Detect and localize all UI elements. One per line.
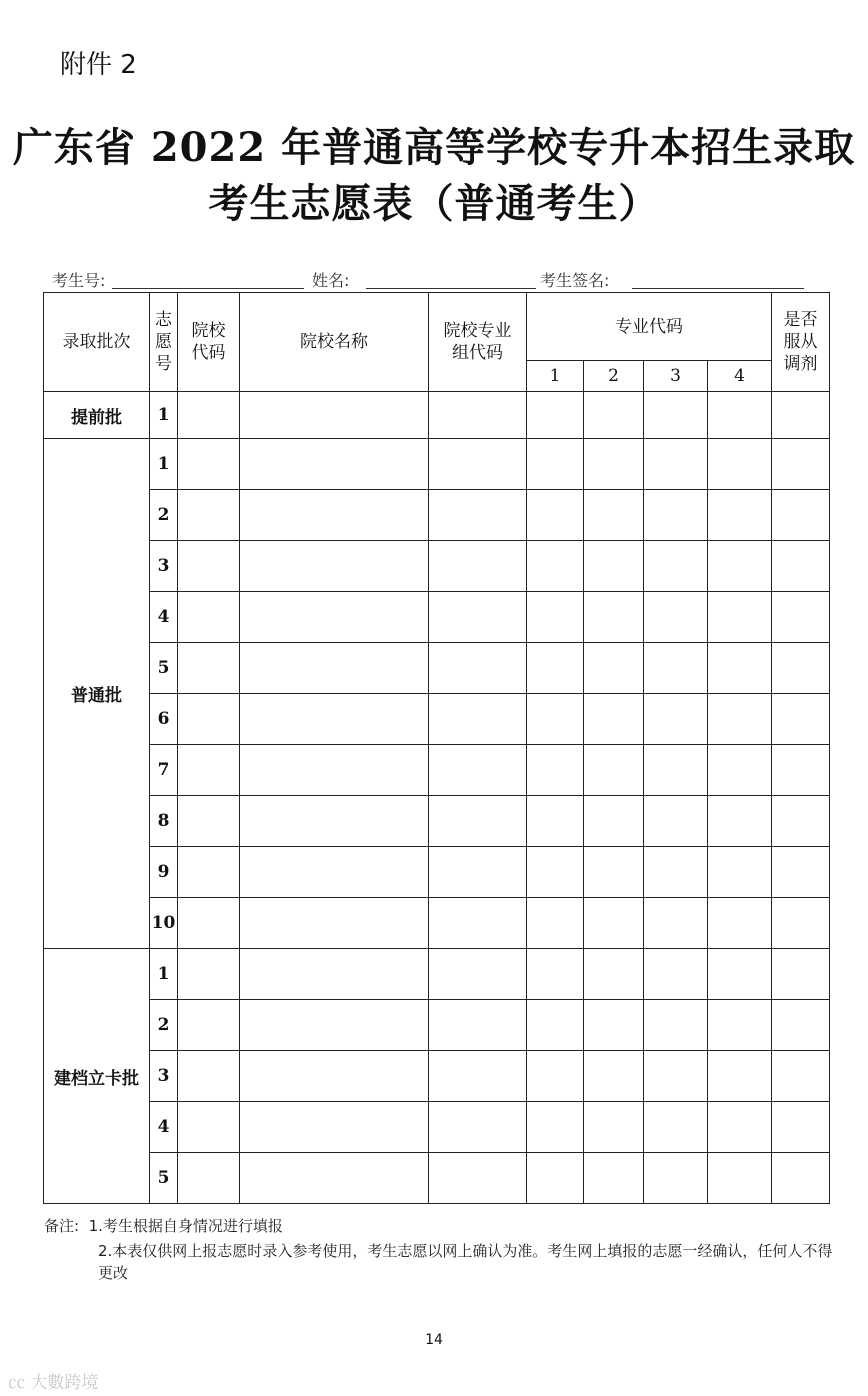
adjust-cell[interactable]: [772, 949, 830, 1000]
adjust-cell[interactable]: [772, 439, 830, 490]
major-code-3-cell[interactable]: [644, 643, 708, 694]
header-group-code: 院校专业 组代码: [429, 293, 527, 392]
major-code-1-cell[interactable]: [527, 439, 584, 490]
major-code-1-cell[interactable]: [527, 541, 584, 592]
major-code-4-cell[interactable]: [708, 490, 772, 541]
remarks-item2: 2.本表仅供网上报志愿时录入参考使用，考生志愿以网上确认为准。考生网上填报的志愿一经确认，任何人不得更改: [98, 1242, 833, 1282]
major-code-4-cell[interactable]: [708, 1000, 772, 1051]
major-code-1-cell[interactable]: [527, 1051, 584, 1102]
wish-number: 3: [150, 1051, 178, 1102]
major-code-2-cell[interactable]: [584, 949, 644, 1000]
batch-cell: 建档立卡批: [44, 949, 150, 1204]
major-code-4-cell[interactable]: [708, 694, 772, 745]
header-major-4: 4: [708, 361, 772, 392]
major-code-4-cell[interactable]: [708, 949, 772, 1000]
major-code-1-cell[interactable]: [527, 643, 584, 694]
adjust-cell[interactable]: [772, 1000, 830, 1051]
school-code-cell[interactable]: [178, 490, 240, 541]
major-code-4-cell[interactable]: [708, 592, 772, 643]
group-code-cell[interactable]: [429, 745, 527, 796]
batch-cell: 提前批: [44, 392, 150, 439]
remarks-label: 备注:: [44, 1217, 80, 1235]
adjust-cell[interactable]: [772, 1102, 830, 1153]
major-code-2-cell[interactable]: [584, 643, 644, 694]
header-adjust: 是否 服从 调剂: [772, 293, 830, 392]
school-name-cell[interactable]: [240, 847, 429, 898]
major-code-3-cell[interactable]: [644, 1051, 708, 1102]
major-code-2-cell[interactable]: [584, 898, 644, 949]
school-name-cell[interactable]: [240, 1153, 429, 1204]
school-code-cell[interactable]: [178, 949, 240, 1000]
school-code-cell[interactable]: [178, 694, 240, 745]
major-code-4-cell[interactable]: [708, 1051, 772, 1102]
major-code-1-cell[interactable]: [527, 949, 584, 1000]
candidate-no-line[interactable]: [112, 288, 304, 289]
table-row: [44, 745, 830, 796]
major-code-4-cell[interactable]: [708, 898, 772, 949]
group-code-cell[interactable]: [429, 949, 527, 1000]
major-code-4-cell[interactable]: [708, 439, 772, 490]
major-code-4-cell[interactable]: [708, 745, 772, 796]
school-name-cell[interactable]: [240, 643, 429, 694]
school-code-cell[interactable]: [178, 1000, 240, 1051]
adjust-cell[interactable]: [772, 392, 830, 439]
group-code-cell[interactable]: [429, 796, 527, 847]
wish-number: 10: [150, 898, 178, 949]
school-name-cell[interactable]: [240, 439, 429, 490]
major-code-1-cell[interactable]: [527, 392, 584, 439]
wish-number: 5: [150, 643, 178, 694]
school-code-cell[interactable]: [178, 1051, 240, 1102]
wish-number: 3: [150, 541, 178, 592]
table-row: [44, 490, 830, 541]
major-code-2-cell[interactable]: [584, 1000, 644, 1051]
major-code-1-cell[interactable]: [527, 847, 584, 898]
school-name-cell[interactable]: [240, 949, 429, 1000]
remarks-item1: 1.考生根据自身情况进行填报: [88, 1217, 283, 1235]
major-code-3-cell[interactable]: [644, 745, 708, 796]
major-code-2-cell[interactable]: [584, 439, 644, 490]
major-code-1-cell[interactable]: [527, 694, 584, 745]
adjust-cell[interactable]: [772, 592, 830, 643]
major-code-2-cell[interactable]: [584, 796, 644, 847]
header-major-2: 2: [584, 361, 644, 392]
adjust-cell[interactable]: [772, 541, 830, 592]
wish-number: 1: [150, 392, 178, 439]
school-code-cell[interactable]: [178, 745, 240, 796]
school-code-cell[interactable]: [178, 847, 240, 898]
table-row: [44, 796, 830, 847]
header-school-name: 院校名称: [240, 293, 429, 392]
major-code-2-cell[interactable]: [584, 490, 644, 541]
major-code-2-cell[interactable]: [584, 1102, 644, 1153]
major-code-3-cell[interactable]: [644, 392, 708, 439]
major-code-4-cell[interactable]: [708, 1153, 772, 1204]
major-code-3-cell[interactable]: [644, 592, 708, 643]
table-row: [44, 694, 830, 745]
school-name-cell[interactable]: [240, 1051, 429, 1102]
table-row: [44, 541, 830, 592]
header-major-3: 3: [644, 361, 708, 392]
major-code-1-cell[interactable]: [527, 1153, 584, 1204]
major-code-2-cell[interactable]: [584, 694, 644, 745]
school-name-cell[interactable]: [240, 898, 429, 949]
group-code-cell[interactable]: [429, 1102, 527, 1153]
school-name-cell[interactable]: [240, 1000, 429, 1051]
name-line[interactable]: [366, 288, 536, 289]
school-name-cell[interactable]: [240, 392, 429, 439]
header-school-code: 院校 代码: [178, 293, 240, 392]
group-code-cell[interactable]: [429, 439, 527, 490]
major-code-2-cell[interactable]: [584, 745, 644, 796]
school-code-cell[interactable]: [178, 796, 240, 847]
group-code-cell[interactable]: [429, 1051, 527, 1102]
major-code-3-cell[interactable]: [644, 694, 708, 745]
school-code-cell[interactable]: [178, 439, 240, 490]
table-row: [44, 1102, 830, 1153]
wish-number: 8: [150, 796, 178, 847]
watermark: ㏄ 大數跨境: [8, 1373, 99, 1393]
page-subtitle: 考生志愿表（普通考生）: [208, 180, 660, 227]
group-code-cell[interactable]: [429, 392, 527, 439]
major-code-3-cell[interactable]: [644, 1102, 708, 1153]
wish-number: 9: [150, 847, 178, 898]
header-batch: 录取批次: [44, 293, 150, 392]
school-code-cell[interactable]: [178, 1153, 240, 1204]
school-name-cell[interactable]: [240, 745, 429, 796]
major-code-3-cell[interactable]: [644, 847, 708, 898]
school-name-cell[interactable]: [240, 592, 429, 643]
header-major-1: 1: [527, 361, 584, 392]
header-wish-no: 志 愿 号: [150, 293, 178, 392]
major-code-1-cell[interactable]: [527, 898, 584, 949]
group-code-cell[interactable]: [429, 898, 527, 949]
school-name-cell[interactable]: [240, 490, 429, 541]
table-row: [44, 439, 830, 490]
major-code-4-cell[interactable]: [708, 796, 772, 847]
school-name-cell[interactable]: [240, 541, 429, 592]
table-row: [44, 1153, 830, 1204]
adjust-cell[interactable]: [772, 490, 830, 541]
group-code-cell[interactable]: [429, 847, 527, 898]
adjust-cell[interactable]: [772, 847, 830, 898]
school-name-cell[interactable]: [240, 694, 429, 745]
school-code-cell[interactable]: [178, 643, 240, 694]
adjust-cell[interactable]: [772, 745, 830, 796]
school-name-cell[interactable]: [240, 1102, 429, 1153]
table-row: [44, 847, 830, 898]
school-code-cell[interactable]: [178, 592, 240, 643]
group-code-cell[interactable]: [429, 1000, 527, 1051]
group-code-cell[interactable]: [429, 694, 527, 745]
watermark-logo-icon: ㏄: [8, 1373, 31, 1393]
header-major-code: 专业代码: [527, 293, 772, 361]
major-code-3-cell[interactable]: [644, 439, 708, 490]
major-code-3-cell[interactable]: [644, 796, 708, 847]
major-code-2-cell[interactable]: [584, 541, 644, 592]
major-code-1-cell[interactable]: [527, 745, 584, 796]
major-code-3-cell[interactable]: [644, 1000, 708, 1051]
major-code-2-cell[interactable]: [584, 592, 644, 643]
school-code-cell[interactable]: [178, 541, 240, 592]
signature-line[interactable]: [632, 288, 804, 289]
table-row: [44, 643, 830, 694]
wish-number: 6: [150, 694, 178, 745]
wish-number: 4: [150, 592, 178, 643]
adjust-cell[interactable]: [772, 694, 830, 745]
adjust-cell[interactable]: [772, 1153, 830, 1204]
wish-number: 1: [150, 949, 178, 1000]
major-code-3-cell[interactable]: [644, 949, 708, 1000]
group-code-cell[interactable]: [429, 490, 527, 541]
major-code-4-cell[interactable]: [708, 541, 772, 592]
signature-label: 考生签名:: [540, 271, 610, 290]
major-code-1-cell[interactable]: [527, 490, 584, 541]
major-code-4-cell[interactable]: [708, 1102, 772, 1153]
major-code-4-cell[interactable]: [708, 643, 772, 694]
table-row: [44, 592, 830, 643]
table-row: [44, 898, 830, 949]
attachment-label: 附件 2: [60, 50, 137, 80]
group-code-cell[interactable]: [429, 643, 527, 694]
adjust-cell[interactable]: [772, 796, 830, 847]
school-code-cell[interactable]: [178, 392, 240, 439]
page-title: 广东省 2022 年普通高等学校专升本招生录取: [12, 124, 856, 171]
major-code-3-cell[interactable]: [644, 490, 708, 541]
wish-number: 1: [150, 439, 178, 490]
major-code-3-cell[interactable]: [644, 1153, 708, 1204]
wish-table: [43, 292, 830, 1204]
major-code-3-cell[interactable]: [644, 898, 708, 949]
major-code-2-cell[interactable]: [584, 1051, 644, 1102]
wish-number: 5: [150, 1153, 178, 1204]
major-code-4-cell[interactable]: [708, 392, 772, 439]
name-label: 姓名:: [312, 271, 350, 290]
adjust-cell[interactable]: [772, 1051, 830, 1102]
major-code-2-cell[interactable]: [584, 847, 644, 898]
adjust-cell[interactable]: [772, 643, 830, 694]
table-row: [44, 1000, 830, 1051]
table-row: [44, 1051, 830, 1102]
wish-number: 7: [150, 745, 178, 796]
group-code-cell[interactable]: [429, 541, 527, 592]
major-code-1-cell[interactable]: [527, 1102, 584, 1153]
major-code-2-cell[interactable]: [584, 392, 644, 439]
table-row: [44, 392, 830, 439]
page-number: 14: [425, 1332, 443, 1348]
major-code-2-cell[interactable]: [584, 1153, 644, 1204]
major-code-1-cell[interactable]: [527, 1000, 584, 1051]
candidate-no-label: 考生号:: [52, 271, 106, 290]
school-name-cell[interactable]: [240, 796, 429, 847]
wish-number: 2: [150, 490, 178, 541]
table-row: [44, 949, 830, 1000]
school-code-cell[interactable]: [178, 1102, 240, 1153]
batch-cell: 普通批: [44, 439, 150, 949]
remarks-line1: [44, 1215, 283, 1237]
major-code-1-cell[interactable]: [527, 592, 584, 643]
wish-number: 4: [150, 1102, 178, 1153]
group-code-cell[interactable]: [429, 592, 527, 643]
school-code-cell[interactable]: [178, 898, 240, 949]
major-code-3-cell[interactable]: [644, 541, 708, 592]
major-code-4-cell[interactable]: [708, 847, 772, 898]
major-code-1-cell[interactable]: [527, 796, 584, 847]
group-code-cell[interactable]: [429, 1153, 527, 1204]
wish-number: 2: [150, 1000, 178, 1051]
adjust-cell[interactable]: [772, 898, 830, 949]
